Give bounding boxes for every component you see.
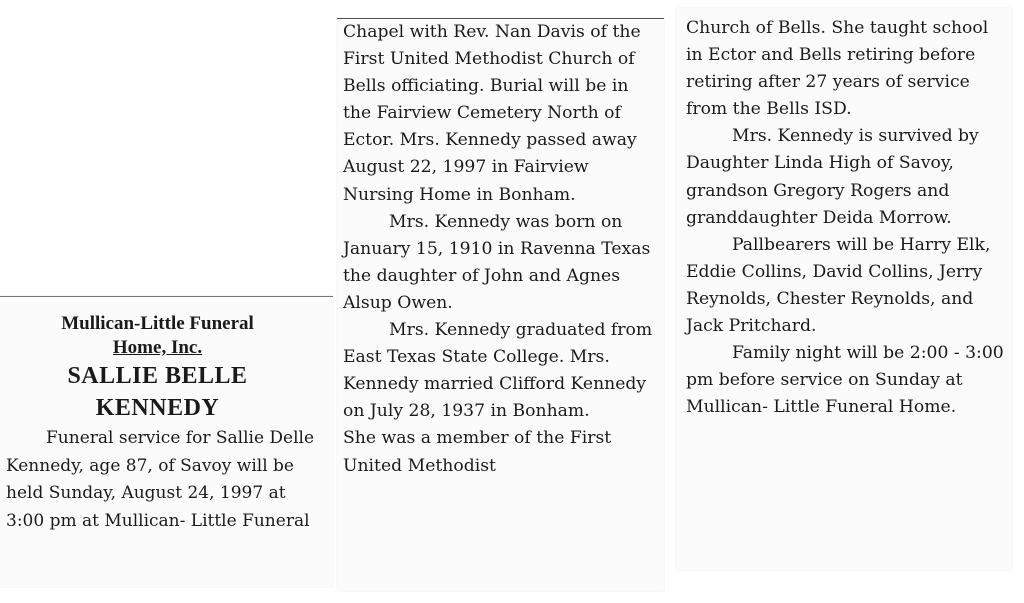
obituary-header: [0, 312, 333, 424]
obituary-column-1-text: [0, 424, 333, 535]
funeral-home-name-continued: Home, Inc.: [112, 337, 203, 358]
service-announcement-paragraph: Funeral service for Sallie Delle Kennedy, age 87, of Savoy will be held Sunday, August 24, 1997 at 3:00 pm at Mullican- Little Funeral: [6, 428, 315, 531]
deceased-name-first: SALLIE BELLE: [67, 363, 248, 389]
chapel-burial-paragraph: Chapel with Rev. Nan Davis of the First United Methodist Church of Bells officiating. Burial will be in the Fairview Cemetery North of Ector. Mrs. Kennedy passed away August 22, 1997 in Fairview Nursing Home in Bonham.: [343, 22, 641, 205]
obituary-clipping-right: [676, 8, 1012, 570]
teaching-career-paragraph: Church of Bells. She taught school in Ector and Bells retiring before retiring after 27 years of service from the Bells ISD.: [686, 18, 989, 120]
obituary-clipping-left: [0, 296, 333, 587]
deceased-name-last: KENNEDY: [95, 395, 220, 421]
education-marriage-paragraph: Mrs. Kennedy graduated from East Texas State College. Mrs. Kennedy married Clifford Kennedy on July 28, 1937 in Bonham.: [343, 320, 653, 422]
obituary-clipping-middle: [337, 18, 664, 591]
family-night-paragraph: Family night will be 2:00 - 3:00 pm before service on Sunday at Mullican- Little Funeral Home.: [686, 343, 1004, 418]
obituary-column-3-text: [676, 8, 1012, 421]
funeral-home-name: Mullican-Little Funeral: [61, 313, 254, 334]
pallbearers-paragraph: Pallbearers will be Harry Elk, Eddie Collins, David Collins, Jerry Reynolds, Chester Reynolds, and Jack Pritchard.: [686, 234, 991, 337]
survivors-paragraph: Mrs. Kennedy is survived by Daughter Linda High of Savoy, grandson Gregory Rogers and granddaughter Deida Morrow.: [686, 126, 979, 228]
obituary-column-2-text: [337, 19, 664, 480]
church-membership-paragraph: She was a member of the First United Methodist: [343, 428, 612, 476]
birth-paragraph: Mrs. Kennedy was born on January 15, 1910 in Ravenna Texas the daughter of John and Agnes Alsup Owen.: [343, 211, 651, 313]
